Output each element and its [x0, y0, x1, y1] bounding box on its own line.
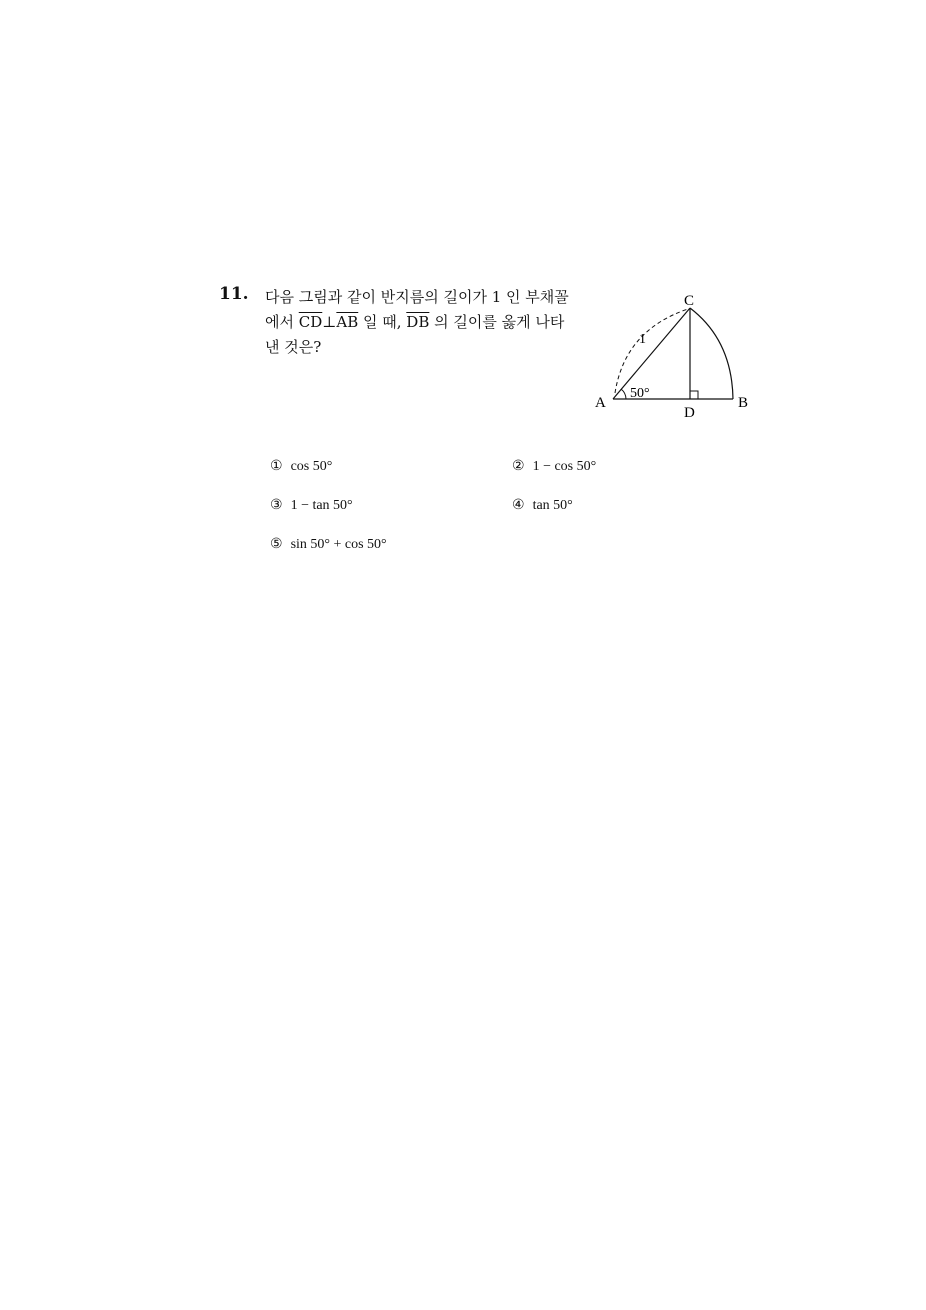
choice-3[interactable]: [270, 497, 353, 514]
angle-label: 50°: [630, 386, 650, 401]
choice-1-number: ①: [270, 459, 283, 474]
sector-diagram: [585, 285, 760, 425]
sector-figure: [585, 285, 760, 425]
choice-3-text: 1 − tan 50°: [290, 498, 353, 513]
stem-line-2: [265, 310, 585, 335]
label-d: D: [684, 405, 695, 421]
stem-text-mid: 일 때,: [358, 313, 407, 331]
choice-5-text: sin 50° + cos 50°: [290, 537, 387, 552]
choice-5-number: ⑤: [270, 537, 283, 552]
choice-2-number: ②: [512, 459, 525, 474]
arc-cb: [690, 308, 733, 399]
choice-3-number: ③: [270, 498, 283, 513]
segment-db: $\overline{DB}$: [406, 313, 430, 331]
choice-2-text: 1 − cos 50°: [532, 459, 597, 474]
segment-ab: $\overline{AB}$: [336, 313, 359, 331]
choice-2[interactable]: [512, 458, 596, 475]
segment-cd: $\overline{CD}$: [298, 313, 323, 331]
angle-arc: [621, 389, 626, 399]
label-c: C: [684, 293, 695, 309]
stem-text-pre: 에서: [265, 313, 299, 331]
question-stem: [265, 285, 585, 360]
radius-dashed-brace: [615, 309, 688, 393]
choice-4-number: ④: [512, 498, 525, 513]
perpendicular-symbol: ⊥: [322, 313, 337, 331]
label-a: A: [595, 395, 606, 411]
choice-5[interactable]: [270, 536, 387, 553]
stem-line-1: 다음 그림과 같이 반지름의 길이가 1 인 부채꼴: [265, 288, 569, 306]
choice-4-text: tan 50°: [532, 498, 573, 513]
question-number: 11.: [219, 284, 249, 304]
right-angle-mark: [690, 391, 698, 399]
choice-4[interactable]: [512, 497, 573, 514]
stem-line-3: 낸 것은?: [265, 338, 322, 356]
choice-1-text: cos 50°: [290, 459, 333, 474]
radius-label: 1: [639, 332, 646, 347]
stem-text-post: 의 길이를 옳게 나타: [429, 313, 565, 331]
label-b: B: [738, 395, 749, 411]
choice-1[interactable]: [270, 458, 332, 475]
segment-ac-line: [613, 308, 690, 399]
